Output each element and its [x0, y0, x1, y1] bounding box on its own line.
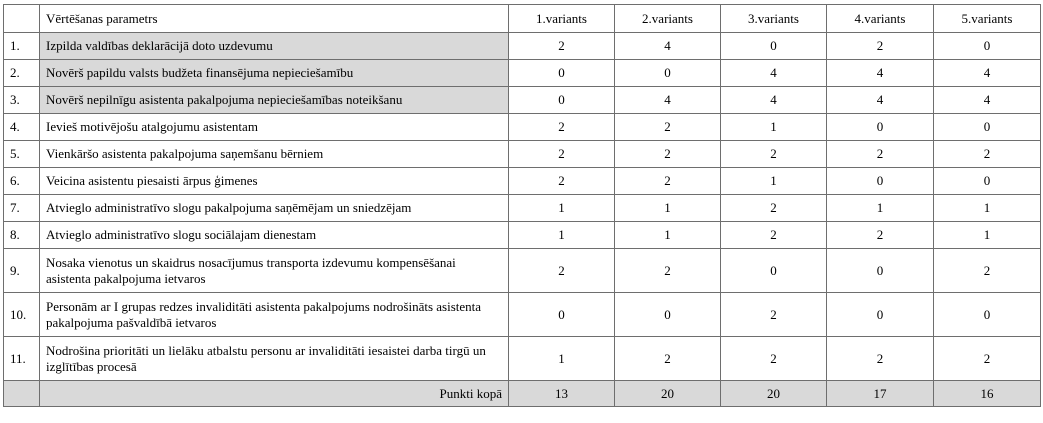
- table-header-row: [4, 5, 1041, 33]
- header-variant-4: 4.variants: [827, 5, 934, 33]
- row-value: 2: [934, 337, 1041, 381]
- row-value: 2: [615, 114, 721, 141]
- header-variant-5: 5.variants: [934, 5, 1041, 33]
- row-value: 2: [721, 141, 827, 168]
- row-index: 4.: [4, 114, 40, 141]
- row-value: 0: [934, 168, 1041, 195]
- row-value: 2: [509, 168, 615, 195]
- row-parameter: Novērš nepilnīgu asistenta pakalpojuma nepieciešamības noteikšanu: [40, 87, 509, 114]
- row-parameter: Vienkāršo asistenta pakalpojuma saņemšanu bērniem: [40, 141, 509, 168]
- row-value: 2: [509, 114, 615, 141]
- row-parameter: Atvieglo administratīvo slogu pakalpojuma saņēmējam un sniedzējam: [40, 195, 509, 222]
- row-value: 0: [509, 60, 615, 87]
- header-param-label: Vērtēšanas parametrs: [40, 5, 509, 33]
- row-value: 2: [827, 33, 934, 60]
- row-value: 4: [934, 87, 1041, 114]
- total-value: 20: [615, 381, 721, 407]
- row-index: 9.: [4, 249, 40, 293]
- table-row: [4, 293, 1041, 337]
- row-parameter: Izpilda valdības deklarācijā doto uzdevumu: [40, 33, 509, 60]
- row-value: 2: [615, 168, 721, 195]
- row-value: 0: [721, 249, 827, 293]
- row-value: 0: [934, 114, 1041, 141]
- row-value: 1: [721, 168, 827, 195]
- row-index: 2.: [4, 60, 40, 87]
- table-row: [4, 337, 1041, 381]
- table-row: [4, 249, 1041, 293]
- total-row: [4, 381, 1041, 407]
- total-value: 13: [509, 381, 615, 407]
- header-index-cell: [4, 5, 40, 33]
- header-variant-1: 1.variants: [509, 5, 615, 33]
- row-value: 4: [827, 60, 934, 87]
- row-value: 2: [615, 249, 721, 293]
- row-value: 2: [721, 337, 827, 381]
- row-value: 2: [615, 141, 721, 168]
- row-value: 0: [827, 168, 934, 195]
- table-row: [4, 168, 1041, 195]
- row-value: 2: [509, 33, 615, 60]
- row-value: 0: [721, 33, 827, 60]
- table-row: [4, 114, 1041, 141]
- table-row: [4, 33, 1041, 60]
- row-value: 1: [827, 195, 934, 222]
- row-index: 1.: [4, 33, 40, 60]
- row-value: 4: [827, 87, 934, 114]
- row-index: 8.: [4, 222, 40, 249]
- row-value: 0: [509, 293, 615, 337]
- row-value: 0: [615, 60, 721, 87]
- evaluation-table-container: [3, 4, 1041, 407]
- table-row: [4, 195, 1041, 222]
- row-value: 2: [721, 222, 827, 249]
- header-variant-3: 3.variants: [721, 5, 827, 33]
- row-value: 0: [827, 249, 934, 293]
- row-value: 4: [615, 87, 721, 114]
- total-value: 17: [827, 381, 934, 407]
- table-row: [4, 60, 1041, 87]
- total-value: 16: [934, 381, 1041, 407]
- row-value: 1: [509, 222, 615, 249]
- row-value: 0: [934, 33, 1041, 60]
- row-value: 1: [509, 195, 615, 222]
- row-value: 2: [934, 141, 1041, 168]
- row-value: 2: [827, 337, 934, 381]
- row-value: 0: [827, 114, 934, 141]
- row-value: 4: [721, 87, 827, 114]
- row-index: 11.: [4, 337, 40, 381]
- total-label: Punkti kopā: [40, 381, 509, 407]
- header-variant-2: 2.variants: [615, 5, 721, 33]
- row-value: 1: [934, 195, 1041, 222]
- row-value: 1: [615, 222, 721, 249]
- row-parameter: Nodrošina prioritāti un lielāku atbalstu personu ar invaliditāti iesaistei darba tirgū un izglītības procesā: [40, 337, 509, 381]
- evaluation-table: [3, 4, 1041, 407]
- row-value: 4: [615, 33, 721, 60]
- row-parameter: Ievieš motivējošu atalgojumu asistentam: [40, 114, 509, 141]
- table-row: [4, 222, 1041, 249]
- row-value: 0: [615, 293, 721, 337]
- row-parameter: Personām ar I grupas redzes invaliditāti asistenta pakalpojums nodrošināts asistenta pakalpojuma pašvaldībā ietvaros: [40, 293, 509, 337]
- total-index-cell: [4, 381, 40, 407]
- row-value: 2: [721, 293, 827, 337]
- row-value: 4: [721, 60, 827, 87]
- row-parameter: Veicina asistentu piesaisti ārpus ģimenes: [40, 168, 509, 195]
- row-value: 0: [827, 293, 934, 337]
- table-row: [4, 141, 1041, 168]
- row-value: 2: [934, 249, 1041, 293]
- row-value: 2: [827, 222, 934, 249]
- row-value: 2: [827, 141, 934, 168]
- row-index: 10.: [4, 293, 40, 337]
- row-parameter: Atvieglo administratīvo slogu sociālajam dienestam: [40, 222, 509, 249]
- row-index: 6.: [4, 168, 40, 195]
- row-value: 1: [934, 222, 1041, 249]
- row-index: 5.: [4, 141, 40, 168]
- row-value: 2: [509, 249, 615, 293]
- row-value: 0: [934, 293, 1041, 337]
- row-value: 1: [615, 195, 721, 222]
- row-parameter: Novērš papildu valsts budžeta finansējuma nepieciešamību: [40, 60, 509, 87]
- row-value: 2: [509, 141, 615, 168]
- row-value: 0: [509, 87, 615, 114]
- row-value: 1: [721, 114, 827, 141]
- row-parameter: Nosaka vienotus un skaidrus nosacījumus transporta izdevumu kompensēšanai asistenta pakalpojuma ietvaros: [40, 249, 509, 293]
- row-value: 2: [615, 337, 721, 381]
- table-row: [4, 87, 1041, 114]
- row-value: 4: [934, 60, 1041, 87]
- total-value: 20: [721, 381, 827, 407]
- row-value: 1: [509, 337, 615, 381]
- row-value: 2: [721, 195, 827, 222]
- row-index: 3.: [4, 87, 40, 114]
- row-index: 7.: [4, 195, 40, 222]
